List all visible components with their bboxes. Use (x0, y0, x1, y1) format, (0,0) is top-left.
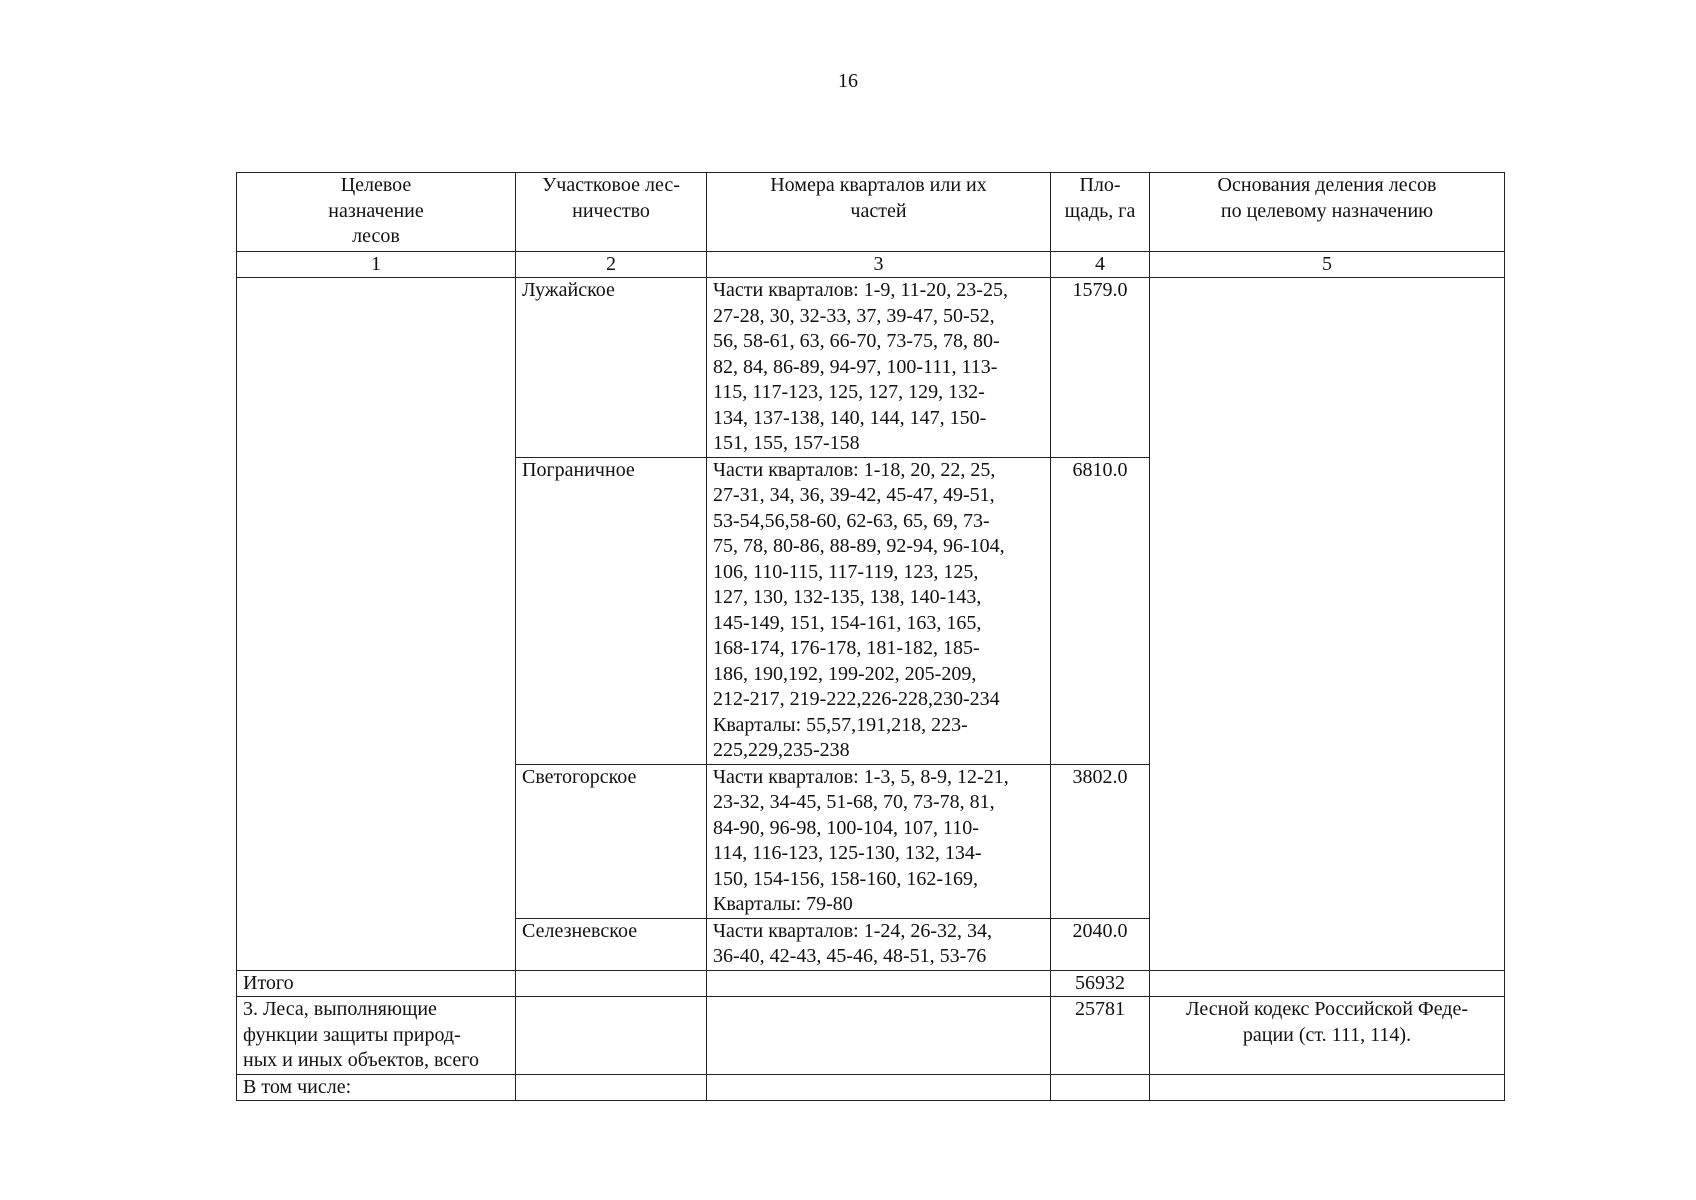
header-basis: Основания деления лесов по целевому назначению (1150, 173, 1505, 252)
column-number-1: 1 (237, 252, 516, 278)
area-cell: 2040.0 (1051, 918, 1150, 970)
header-purpose: Целевое назначение лесов (237, 173, 516, 252)
forest-purpose-table (236, 172, 1505, 1101)
area-cell: 1579.0 (1051, 278, 1150, 458)
section3-area: 25781 (1051, 997, 1150, 1075)
including-basis-empty (1150, 1074, 1505, 1101)
header-district: Участковое лес- ничество (516, 173, 707, 252)
header-blocks: Номера кварталов или их частей (707, 173, 1051, 252)
district-cell: Селезневское (516, 918, 707, 970)
table-row-luzhayskoe (237, 278, 1505, 458)
header-area: Пло- щадь, га (1051, 173, 1150, 252)
column-number-2: 2 (516, 252, 707, 278)
section3-basis: Лесной кодекс Российской Феде- рации (ст. 111, 114). (1150, 997, 1505, 1075)
section3-district-empty (516, 997, 707, 1075)
total-district-empty (516, 970, 707, 997)
district-cell: Пограничное (516, 457, 707, 764)
column-number-3: 3 (707, 252, 1051, 278)
purpose-cell-empty (237, 278, 516, 971)
blocks-cell: Части кварталов: 1-9, 11-20, 23-25, 27-28, 30, 32-33, 37, 39-47, 50-52, 56, 58-61, 63, 66-70, 73-75, 78, 80- 82, 84, 86-89, 94-97, 100-111, 113- 115, 117-123, 125, 127, 129, 132- 134, 137-138, 140, 144, 147, 150- 151, 155, 157-158 (707, 278, 1051, 458)
table-row-including (237, 1074, 1505, 1101)
including-district-empty (516, 1074, 707, 1101)
total-blocks-empty (707, 970, 1051, 997)
table-header-row (237, 173, 1505, 252)
total-label: Итого (237, 970, 516, 997)
column-number-4: 4 (1051, 252, 1150, 278)
column-number-5: 5 (1150, 252, 1505, 278)
including-area-empty (1051, 1074, 1150, 1101)
table-row-total (237, 970, 1505, 997)
total-basis-empty (1150, 970, 1505, 997)
including-blocks-empty (707, 1074, 1051, 1101)
blocks-cell: Части кварталов: 1-3, 5, 8-9, 12-21, 23-32, 34-45, 51-68, 70, 73-78, 81, 84-90, 96-98, 100-104, 107, 110- 114, 116-123, 125-130, 132, 134- 150, 154-156, 158-160, 162-169, Кварталы: 79-80 (707, 764, 1051, 918)
basis-cell-empty (1150, 278, 1505, 971)
page-number: 16 (838, 70, 858, 92)
including-label: В том числе: (237, 1074, 516, 1101)
total-area: 56932 (1051, 970, 1150, 997)
district-cell: Светогорское (516, 764, 707, 918)
area-cell: 6810.0 (1051, 457, 1150, 764)
blocks-cell: Части кварталов: 1-18, 20, 22, 25, 27-31, 34, 36, 39-42, 45-47, 49-51, 53-54,56,58-60, 62-63, 65, 69, 73- 75, 78, 80-86, 88-89, 92-94, 96-104, 106, 110-115, 117-119, 123, 125, 127, 130, 132-135, 138, 140-143, 145-149, 151, 154-161, 163, 165, 168-174, 176-178, 181-182, 185- 186, 190,192, 199-202, 205-209, 212-217, 219-222,226-228,230-234 Кварталы: 55,57,191,218, 223- 225,229,235-238 (707, 457, 1051, 764)
district-cell: Лужайское (516, 278, 707, 458)
table-row-section3 (237, 997, 1505, 1075)
area-cell: 3802.0 (1051, 764, 1150, 918)
section3-label: 3. Леса, выполняющие функции защиты природ- ных и иных объектов, всего (237, 997, 516, 1075)
blocks-cell: Части кварталов: 1-24, 26-32, 34, 36-40, 42-43, 45-46, 48-51, 53-76 (707, 918, 1051, 970)
column-numbers-row (237, 252, 1505, 278)
section3-blocks-empty (707, 997, 1051, 1075)
